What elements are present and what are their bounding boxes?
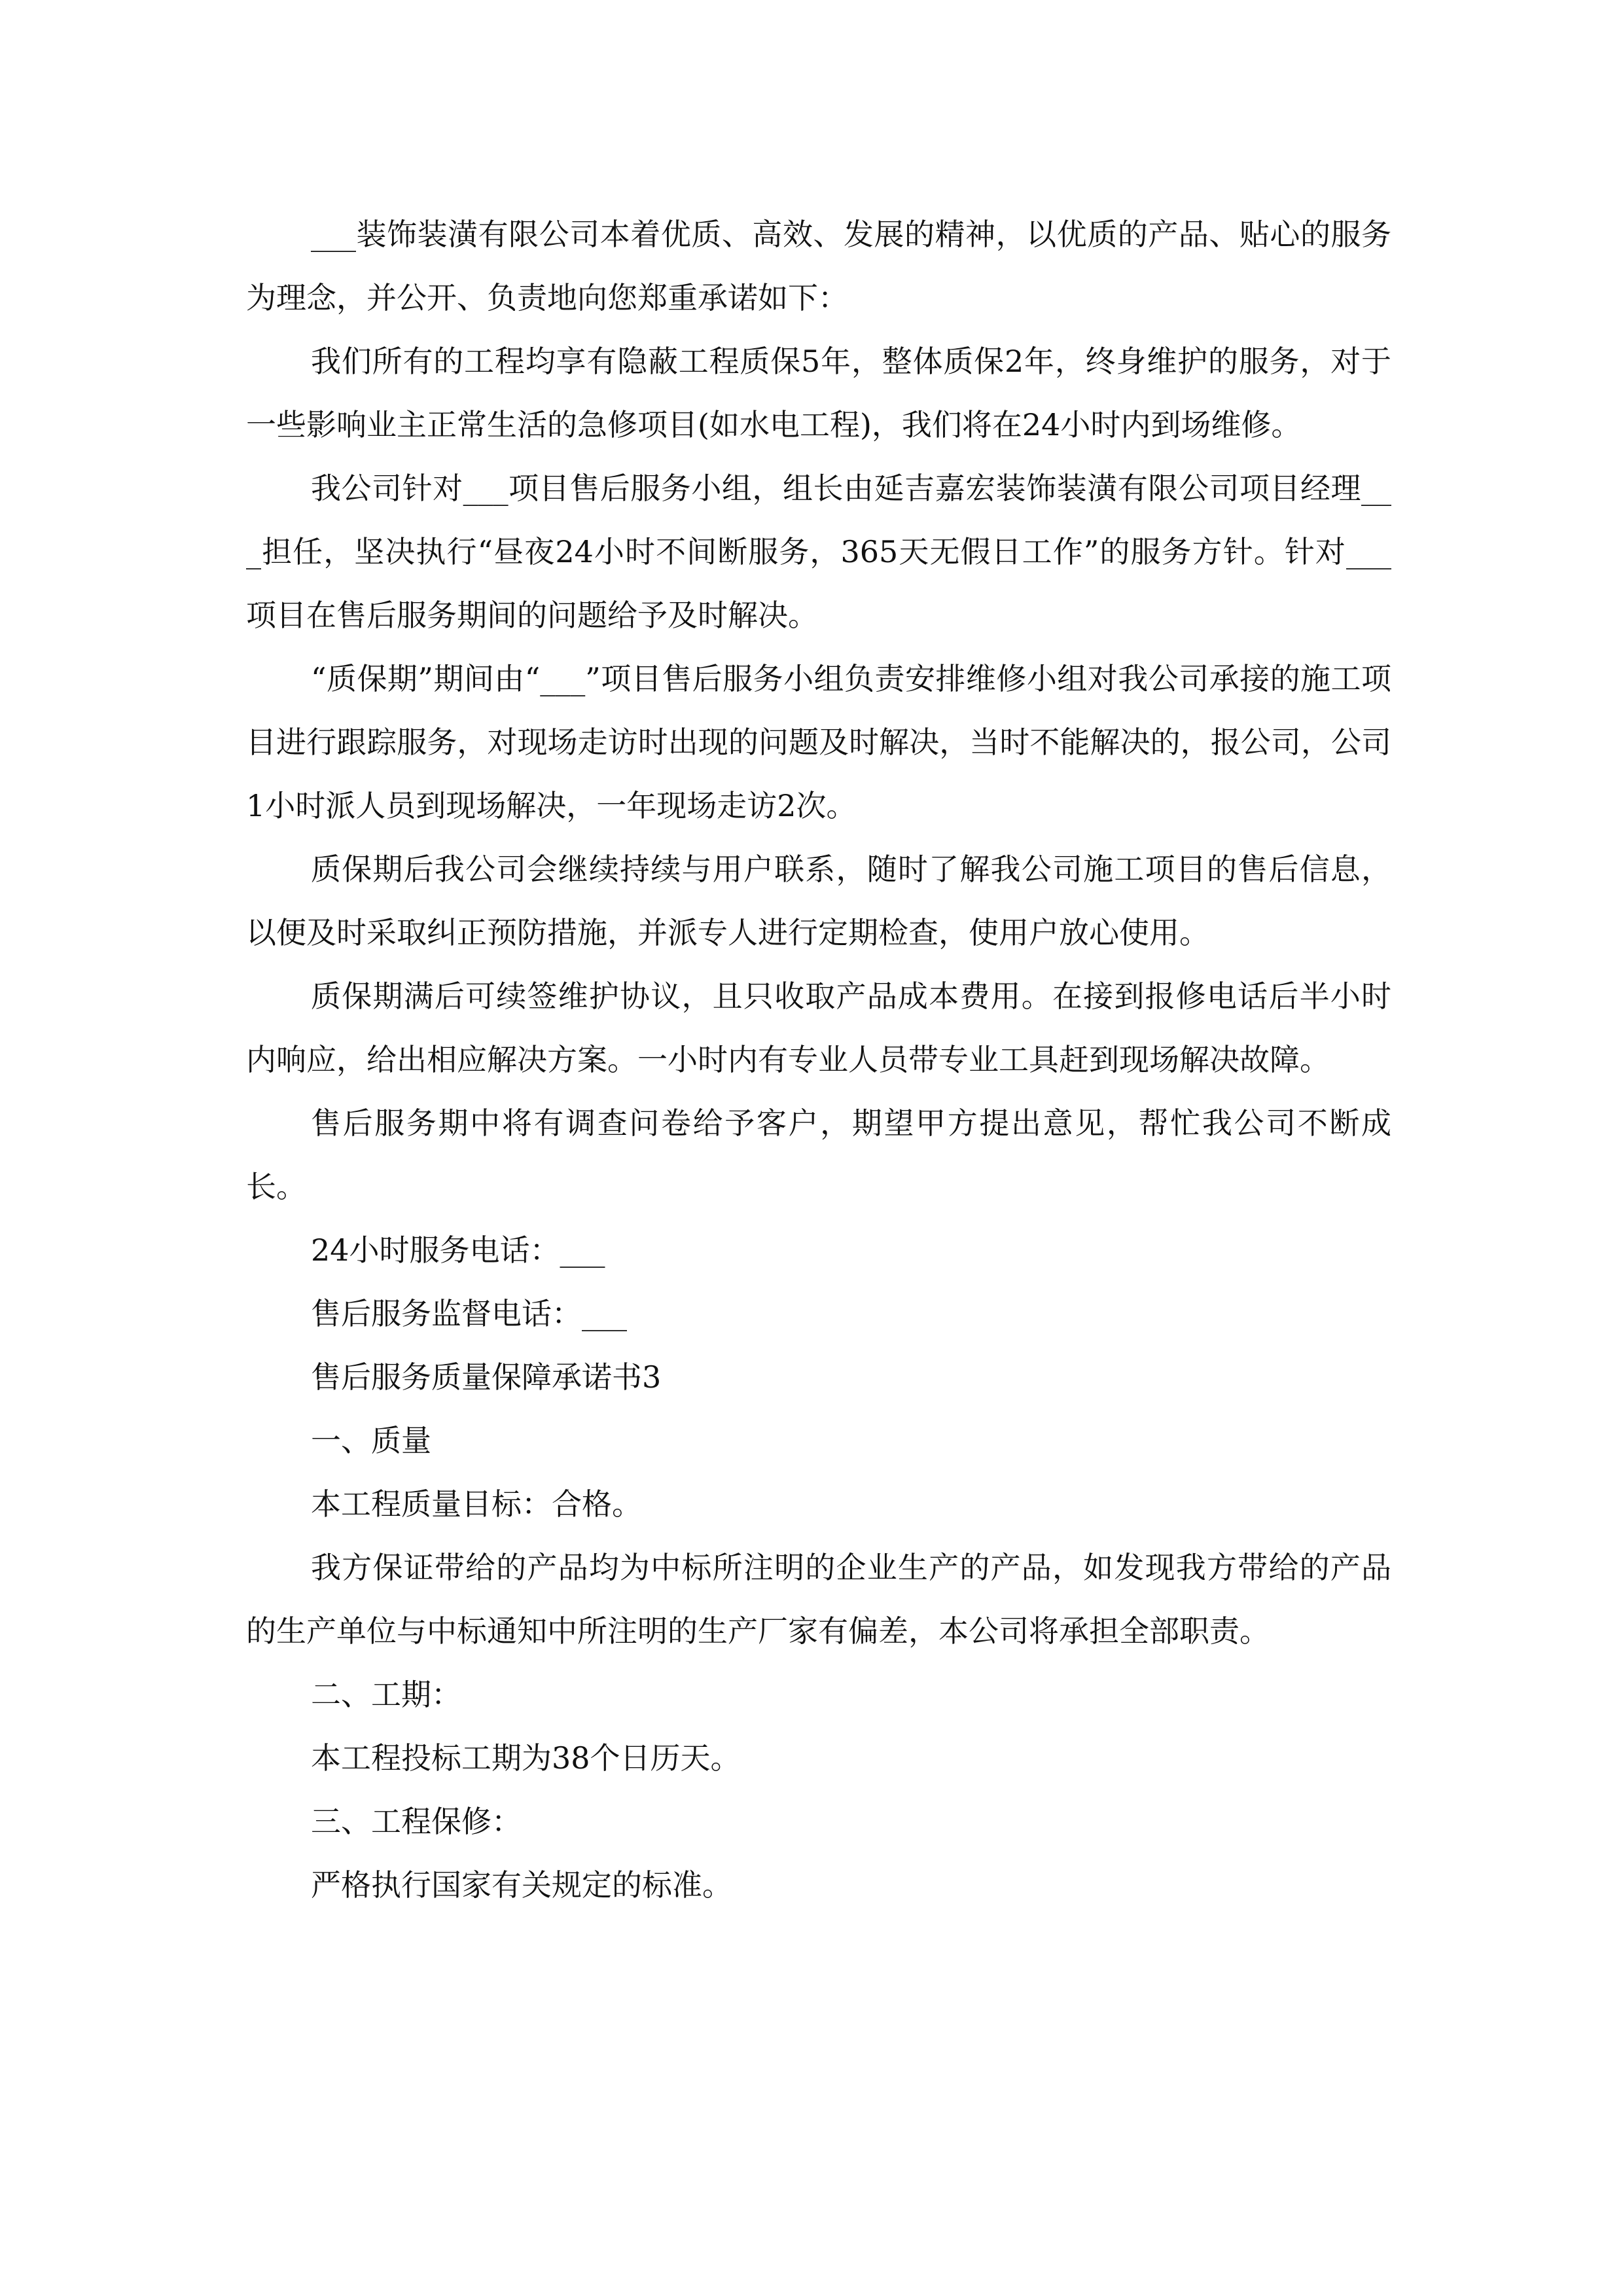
paragraph-maintenance-agreement: 质保期满后可续签维护协议，且只收取产品成本费用。在接到报修电话后半小时内响应，给出相应解决方案。一小时内有专业人员带专业工具赶到现场解决故障。 bbox=[246, 978, 1391, 1077]
paragraph-intro: ___装饰装潢有限公司本着优质、高效、发展的精神，以优质的产品、贴心的服务为理念，并公开、负责地向您郑重承诺如下： bbox=[246, 217, 1391, 315]
paragraph-service-team: 我公司针对___项目售后服务小组，组长由延吉嘉宏装饰装潢有限公司项目经理___担任，坚决执行“昼夜24小时不间断服务，365天无假日工作”的服务方针。针对___项目在售后服务期间的问题给予及时解决。 bbox=[246, 471, 1391, 633]
service-phone-line: 24小时服务电话：___ bbox=[311, 1232, 605, 1268]
heading-schedule: 二、工期： bbox=[311, 1677, 461, 1712]
supervision-phone-line: 售后服务监督电话：___ bbox=[311, 1296, 627, 1331]
paragraph-warranty: 我们所有的工程均享有隐蔽工程质保5年，整体质保2年，终身维护的服务，对于一些影响业主正常生活的急修项目(如水电工程)，我们将在24小时内到场维修。 bbox=[246, 344, 1391, 442]
paragraph-warranty-period: “质保期”期间由“___”项目售后服务小组负责安排维修小组对我公司承接的施工项目进行跟踪服务，对现场走访时出现的问题及时解决，当时不能解决的，报公司，公司1小时派人员到现场解决，一年现场走访2次。 bbox=[246, 661, 1391, 823]
paragraph-repair-standard: 严格执行国家有关规定的标准。 bbox=[311, 1867, 732, 1903]
heading-repair: 三、工程保修： bbox=[311, 1804, 522, 1839]
section-title: 售后服务质量保障承诺书3 bbox=[311, 1359, 662, 1395]
paragraph-product-guarantee: 我方保证带给的产品均为中标所注明的企业生产的产品，如发现我方带给的产品的生产单位与中标通知中所注明的生产厂家有偏差，本公司将承担全部职责。 bbox=[246, 1550, 1391, 1649]
paragraph-post-warranty: 质保期后我公司会继续持续与用户联系，随时了解我公司施工项目的售后信息，以便及时采取纠正预防措施，并派专人进行定期检查，使用户放心使用。 bbox=[246, 852, 1391, 950]
heading-quality: 一、质量 bbox=[311, 1423, 431, 1458]
paragraph-survey: 售后服务期中将有调查问卷给予客户，期望甲方提出意见，帮忙我公司不断成长。 bbox=[246, 1105, 1391, 1204]
paragraph-quality-target: 本工程质量目标：合格。 bbox=[311, 1486, 642, 1522]
paragraph-schedule: 本工程投标工期为38个日历天。 bbox=[311, 1740, 741, 1776]
document-body bbox=[246, 203, 1391, 1917]
